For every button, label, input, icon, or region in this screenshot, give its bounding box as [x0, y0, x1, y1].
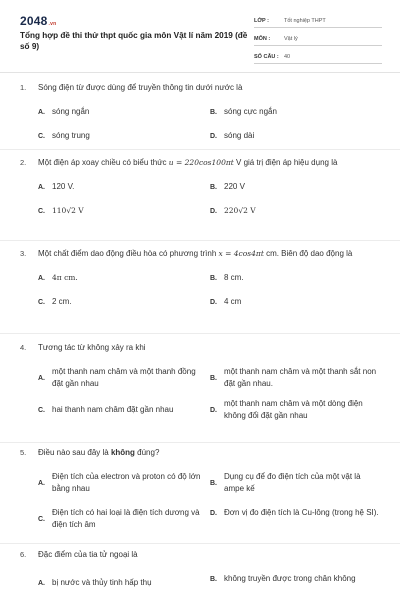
meta-row-subject	[254, 30, 382, 46]
option-letter: B.	[210, 479, 217, 487]
option-text: sóng cực ngắn	[224, 107, 277, 116]
option-letter: C.	[38, 515, 45, 523]
option-letter: A.	[38, 274, 45, 282]
meta-key: SỐ CÂU :	[254, 54, 279, 60]
option-text: một thanh nam châm và một dòng điện không đổi đặt gần nhau	[224, 399, 363, 420]
option-text: 4 cm	[224, 297, 242, 306]
option-text: không truyền được trong chân không	[224, 574, 356, 583]
question-divider	[0, 543, 400, 544]
option-b[interactable]	[210, 272, 382, 284]
question-text: Sóng điện từ được dùng để truyền thông tin dưới nước là	[38, 83, 243, 92]
option-letter: D.	[210, 406, 217, 414]
question-1	[20, 82, 380, 144]
question-number: 6.	[20, 550, 27, 559]
meta-value: 40	[284, 54, 291, 60]
meta-value: Tốt nghiệp THPT	[284, 18, 326, 24]
question-3	[20, 248, 380, 310]
question-4	[20, 342, 380, 436]
question-formula: x = 4cos4πt	[218, 249, 264, 258]
question-text	[38, 248, 380, 260]
option-d[interactable]	[210, 398, 382, 422]
option-letter: B.	[210, 374, 217, 382]
option-letter: C.	[38, 132, 45, 140]
option-letter: A.	[38, 183, 45, 191]
question-number: 3.	[20, 249, 27, 258]
option-letter: C.	[38, 298, 45, 306]
question-text	[38, 447, 380, 459]
option-text: sóng dài	[224, 131, 255, 140]
option-text: Điện tích của electron và proton có độ lớn bằng nhau	[52, 472, 201, 493]
meta-row-count	[254, 48, 382, 64]
document-title: Tổng hợp đề thi thử thpt quốc gia môn Vật lí năm 2019 (đề số 9)	[20, 31, 248, 51]
option-a[interactable]	[38, 272, 210, 284]
option-a[interactable]	[38, 181, 210, 193]
option-d[interactable]	[210, 296, 382, 308]
option-letter: D.	[210, 132, 217, 140]
option-letter: B.	[210, 183, 217, 191]
document-header	[0, 0, 400, 72]
question-formula: u = 220cos100πt	[168, 158, 234, 167]
site-logo[interactable]	[20, 14, 56, 28]
option-letter: C.	[38, 406, 45, 414]
option-b[interactable]	[210, 471, 382, 495]
question-number: 4.	[20, 343, 27, 352]
option-d[interactable]	[210, 130, 382, 142]
question-divider	[0, 240, 400, 241]
option-c[interactable]	[38, 205, 210, 217]
option-text: 110√2 V	[52, 206, 84, 215]
question-number: 2.	[20, 158, 27, 167]
option-letter: A.	[38, 374, 45, 382]
option-text: 220 V	[224, 182, 245, 191]
question-number: 1.	[20, 83, 27, 92]
option-text: sóng ngắn	[52, 107, 90, 116]
question-text: Đặc điểm của tia tử ngoại là	[38, 550, 138, 559]
option-text: Dụng cụ để đo điện tích của một vật là ampe kế	[224, 472, 361, 493]
question-2	[20, 157, 380, 219]
option-text: một thanh nam châm và một thanh đồng đặt gần nhau	[52, 367, 196, 388]
question-text	[38, 157, 380, 169]
meta-key: MÔN :	[254, 36, 271, 42]
question-text-part: Một chất điểm dao động điều hòa có phương trình	[38, 249, 219, 258]
question-text-part: đúng?	[134, 448, 160, 457]
option-text: 220√2 V	[224, 206, 256, 215]
option-text: 4π cm.	[52, 273, 78, 282]
option-letter: A.	[38, 579, 45, 587]
option-a[interactable]	[38, 106, 210, 118]
option-b[interactable]	[210, 181, 382, 193]
option-letter: A.	[38, 108, 45, 116]
meta-row-class	[254, 12, 382, 28]
question-text: Tương tác từ không xảy ra khi	[38, 343, 146, 352]
option-c[interactable]	[38, 404, 208, 416]
option-b[interactable]	[210, 573, 382, 585]
option-text: Đơn vị đo điện tích là Cu-lông (trong hệ SI).	[224, 508, 379, 517]
option-text: 8 cm.	[224, 273, 244, 282]
option-a[interactable]	[38, 366, 208, 390]
question-text-part: Điều nào sau đây là	[38, 448, 111, 457]
option-text: Điện tích có hai loại là điện tích dương và điện tích âm	[52, 508, 200, 529]
question-emphasis: không	[110, 448, 135, 457]
option-letter: B.	[210, 274, 217, 282]
option-text: bị nước và thủy tinh hấp thụ	[52, 578, 152, 587]
question-divider	[0, 149, 400, 150]
option-letter: D.	[210, 298, 217, 306]
question-divider	[0, 442, 400, 443]
option-c[interactable]	[38, 507, 208, 531]
option-text: hai thanh nam châm đặt gần nhau	[52, 405, 174, 414]
meta-value: Vật lý	[284, 36, 298, 42]
option-text: sóng trung	[52, 131, 90, 140]
meta-key: LỚP :	[254, 18, 269, 24]
option-c[interactable]	[38, 296, 210, 308]
question-number: 5.	[20, 448, 27, 457]
option-a[interactable]	[38, 471, 208, 495]
option-letter: D.	[210, 509, 217, 517]
logo-text: 2048	[20, 14, 48, 28]
option-d[interactable]	[210, 507, 382, 519]
option-b[interactable]	[210, 106, 382, 118]
logo-domain: .vn	[48, 21, 57, 27]
question-divider	[0, 333, 400, 334]
option-letter: B.	[210, 575, 217, 583]
option-text: 2 cm.	[52, 297, 72, 306]
option-letter: B.	[210, 108, 217, 116]
question-6	[20, 549, 380, 599]
header-divider	[0, 72, 400, 73]
option-c[interactable]	[38, 130, 210, 142]
option-text: một thanh nam châm và một thanh sắt non đặt gần nhau.	[224, 367, 377, 388]
question-text-part: Một điện áp xoay chiều có biểu thức	[38, 158, 169, 167]
option-letter: A.	[38, 479, 45, 487]
document-meta	[254, 12, 382, 66]
option-b[interactable]	[210, 366, 382, 390]
option-letter: C.	[38, 207, 45, 215]
option-text: 120 V.	[52, 182, 75, 191]
option-d[interactable]	[210, 205, 382, 217]
question-5	[20, 447, 380, 541]
question-text-part: cm. Biên độ dao động là	[263, 249, 353, 258]
option-a[interactable]	[38, 577, 208, 589]
question-text-part: V giá trị điện áp hiệu dụng là	[233, 158, 338, 167]
option-letter: D.	[210, 207, 217, 215]
